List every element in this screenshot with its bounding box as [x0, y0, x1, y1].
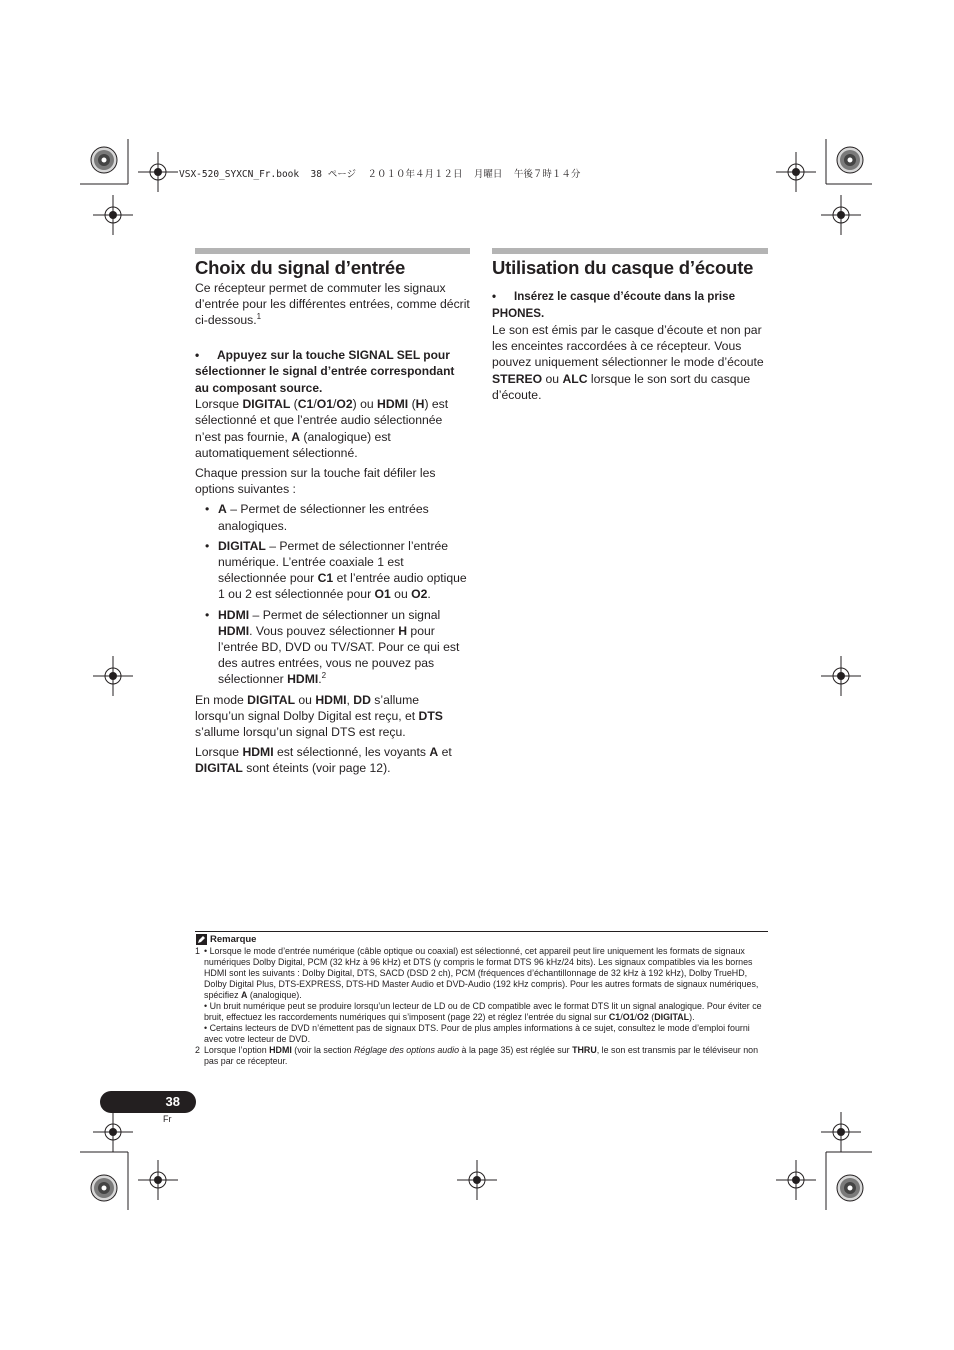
- option-digital: • DIGITAL – Permet de sélectionner l’entrée numérique. L’entrée coaxiale 1 est sélectionnée pour C1 et l’entrée audio optique 1 ou 2 est sélectionnée pour O1 ou O2.: [195, 538, 470, 603]
- pencil-note-icon: [196, 934, 207, 945]
- notes-heading: Remarque: [196, 934, 256, 945]
- right-column-body: [492, 289, 768, 407]
- section-rule-left: [195, 248, 470, 254]
- section-title-left: Choix du signal d’entrée: [195, 257, 406, 278]
- footnote-1: 1 • Lorsque le mode d’entrée numérique (câble optique ou coaxial) est sélectionné, cet appareil peut lire uniquement les formats de signaux numériques Dolby Digital, PCM (32 kHz à 96 kHz) et DTS (y compris le format DTS 96 kHz/24 bits). Les signaux compatibles via les bornes HDMI sont les suivants : Dolby Digital, DTS, SACD (DSD 2 ch), PCM (fréquences d’échantillonnage de 32 kHz à 192 kHz), Dolby TrueHD, Dolby Digital Plus, DTS-EXPRESS, DTS-HD Master Audio et DVD-Audio (192 kHz compris). Pour les autres formats de signaux numériques, spécifiez A (analogique). • Un bruit numérique peut se produire lorsqu’un lecteur de LD ou de CD compatible avec le format DTS lit un signal analogique. Pour éviter ce bruit, effectuez les raccordements numériques qui s’imposent (page 22) et réglez l’entrée du signal sur C1/O1/O2 (DIGITAL). • Certains lecteurs de DVD n’émettent pas de signaux DTS. Pour de plus amples informations à ce sujet, consultez le mode d’emploi fourni avec votre lecteur de DVD.: [195, 946, 768, 1045]
- footnote-1-item-b: • Un bruit numérique peut se produire lorsqu’un lecteur de LD ou de CD compatible avec le format DTS lit un signal analogique. Pour éviter ce bruit, effectuez les raccordements numériques qui s’imposent (page 22) et réglez l’entrée du signal sur C1/O1/O2 (DIGITAL).: [204, 1001, 762, 1022]
- footnotes: [195, 946, 768, 1067]
- paragraph-options-intro: Chaque pression sur la touche fait défiler les options suivantes :: [195, 465, 436, 497]
- paragraph-indicators: En mode DIGITAL ou HDMI, DD s’allume lorsqu’un signal Dolby Digital est reçu, et DTS s’allume lorsqu’un signal DTS est reçu.: [195, 692, 443, 739]
- footnote-1-item-c: • Certains lecteurs de DVD n’émettent pas de signaux DTS. Pour de plus amples informations à ce sujet, consultez le mode d’emploi fourni avec votre lecteur de DVD.: [204, 1023, 750, 1044]
- paragraph-headphones: Le son est émis par le casque d’écoute et non par les enceintes raccordées à ce récepteur. Vous pouvez uniquement sélectionner le mode d’écoute STEREO ou ALC lorsque le son sort du casque d’écoute.: [492, 323, 764, 402]
- dolby-digital-indicator: DD: [353, 692, 371, 707]
- language-code: Fr: [163, 1114, 172, 1124]
- options-list: [195, 501, 470, 687]
- paragraph-digital-hdmi: Lorsque DIGITAL (C1/O1/O2) ou HDMI (H) est sélectionné et que l’entrée audio sélectionnée n’est pas fournie, A (analogique) est automatiquement sélectionné.: [195, 397, 449, 460]
- footnote-ref-2: 2: [321, 671, 327, 681]
- section-title-right: Utilisation du casque d’écoute: [492, 257, 754, 278]
- option-hdmi: • HDMI – Permet de sélectionner un signal HDMI. Vous pouvez sélectionner H pour l’entrée BD, DVD ou TV/SAT. Pour ce qui est des autres entrées, vous ne pouvez pas sélectionner HDMI.$^2$: [195, 607, 470, 688]
- paragraph-hdmi-indicators: Lorsque HDMI est sélectionné, les voyants A et DIGITAL sont éteints (voir page 12).: [195, 745, 452, 776]
- footnote-ref-1: 1: [256, 312, 262, 322]
- notes-rule: [195, 931, 768, 932]
- option-analog: • A – Permet de sélectionner les entrées analogiques.: [195, 501, 470, 533]
- step-instruction-phones: • Insérez le casque d’écoute dans la prise PHONES.: [492, 290, 736, 320]
- section-rule-right: [492, 248, 768, 254]
- print-header: VSX-520_SYXCN_Fr.book 38 ページ ２０１０年４月１２日 月曜日 午後７時１４分: [179, 169, 581, 180]
- footnote-2: 2 Lorsque l’option HDMI (voir la section Réglage des options audio à la page 35) est réglée sur THRU, le son est transmis par le téléviseur non pas par ce récepteur.: [195, 1045, 759, 1066]
- left-column-body: [195, 280, 470, 781]
- step-instruction: • Appuyez sur la touche SIGNAL SEL pour sélectionner le signal d’entrée correspondant au composant source.: [195, 347, 455, 395]
- footnote-1-item-a: • Lorsque le mode d’entrée numérique (câble optique ou coaxial) est sélectionné, cet appareil peut lire uniquement les formats de signaux numériques Dolby Digital, PCM (32 kHz à 96 kHz) et DTS (y compris le format DTS 96 kHz/24 bits). Les signaux compatibles via les bornes HDMI sont les suivants : Dolby Digital, DTS, SACD (DSD 2 ch), PCM (fréquences d’échantillonnage de 32 kHz à 192 kHz), Dolby TrueHD, Dolby Digital Plus, DTS-EXPRESS, DTS-HD Master Audio et DVD-Audio (192 kHz compris). Pour les autres formats de signaux numériques, spécifiez A (analogique).: [204, 946, 759, 1000]
- page-number-badge: 38: [100, 1091, 196, 1113]
- intro-paragraph: Ce récepteur permet de commuter les signaux d’entrée pour les différentes entrées, comme décrit ci-dessous.$^1$: [195, 281, 470, 328]
